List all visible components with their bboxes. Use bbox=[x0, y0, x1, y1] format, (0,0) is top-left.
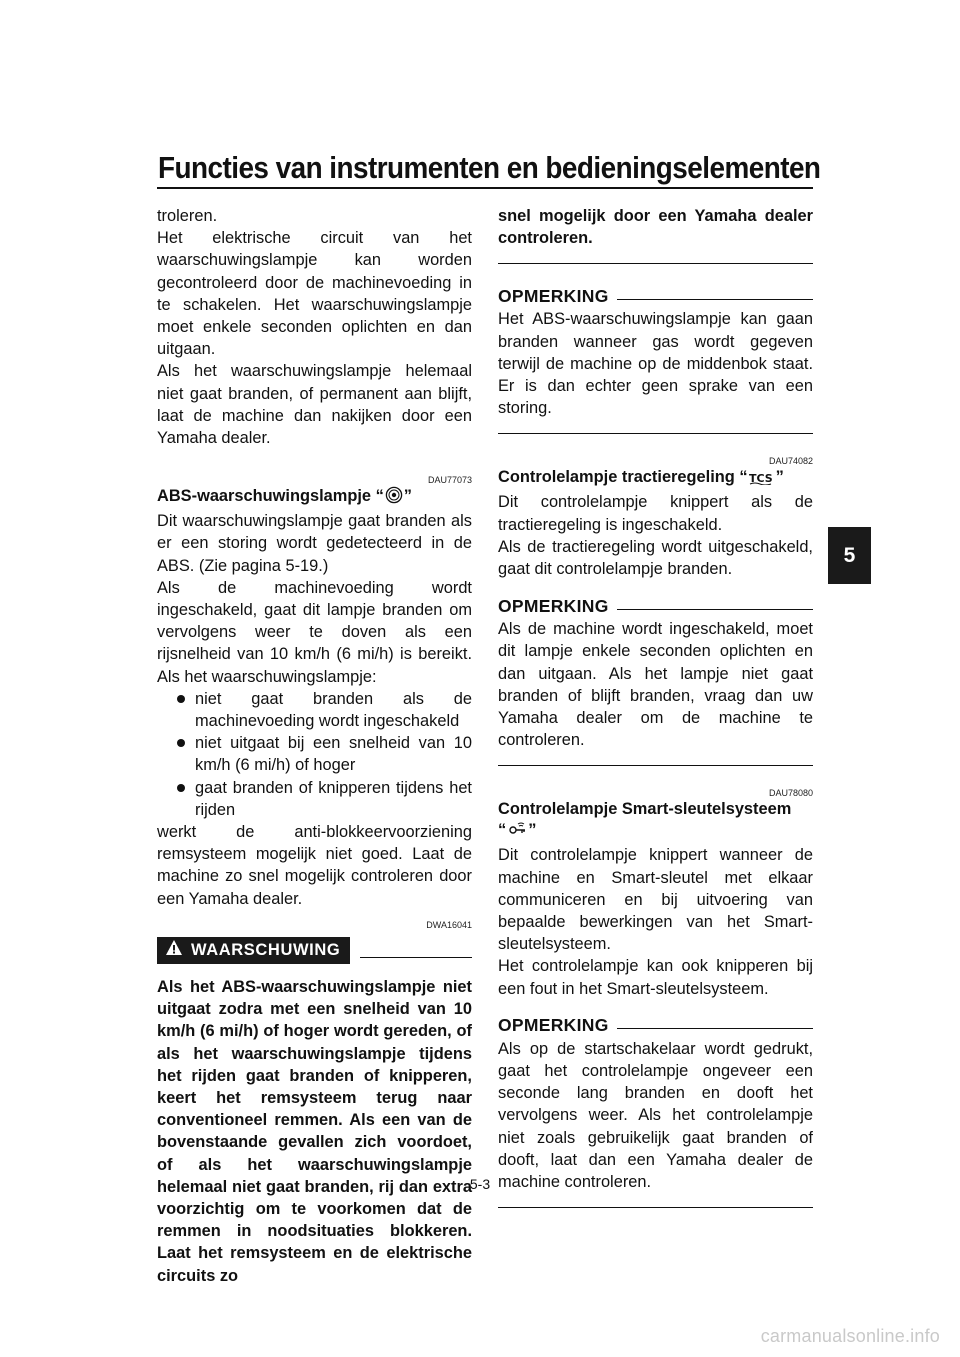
smart-text-2: Het controlelampje kan ook knipperen bij een fout in het Smart-sleutelsysteem. bbox=[498, 957, 813, 998]
intro-paragraph-2: Het elektrische circuit van het waarschuwingslampje kan worden gecontroleerd door de machinevoeding in te schakelen. Het waarschuwingslampje moet enkele seconden oplichten en dan uitgaan. bbox=[157, 229, 472, 359]
abs-heading: ABS-waarschuwingslampje “ ” bbox=[157, 486, 472, 510]
left-column bbox=[157, 205, 472, 1287]
chapter-tab[interactable]: 5 bbox=[828, 527, 871, 584]
abs-icon bbox=[385, 486, 403, 510]
warning-header bbox=[157, 937, 472, 964]
note-header-3 bbox=[498, 1014, 813, 1038]
warning-triangle-icon bbox=[165, 939, 191, 961]
smart-text-1: Dit controlelampje knippert wanneer de machine en Smart-sleutel met elkaar communiceren en bij uitvoering van bepaalde bewerkingen van het Smart-sleutelsysteem. bbox=[498, 846, 813, 954]
intro-paragraph-1: troleren. bbox=[157, 207, 218, 225]
note-text-3: Als op de startschakelaar wordt gedrukt, gaat het controlelampje ongeveer een seconde lang branden en dooft het vervolgens weer. Als het controlelampje niet zoals gebruikelijk gaat branden of dooft, laat dan een Yamaha dealer de machine controleren. bbox=[498, 1039, 813, 1192]
abs-bullet-list bbox=[157, 688, 472, 821]
list-item: niet gaat branden als de machinevoeding wordt ingeschakeld bbox=[177, 688, 472, 732]
warning-text-continued: snel mogelijk door een Yamaha dealer controleren. bbox=[498, 207, 813, 248]
abs-text-3: werkt de anti-blokkeervoorziening remsysteem mogelijk niet goed. Laat de machine zo snel mogelijk controleren door een Yamaha dealer. bbox=[157, 823, 472, 908]
list-item: niet uitgaat bij een snelheid van 10 km/h (6 mi/h) of hoger bbox=[177, 732, 472, 776]
note-text-2: Als de machine wordt ingeschakeld, moet dit lampje enkele seconden oplichten en dan uitgaan. Als het lampje niet gaat branden of blijft branden, vraag dan uw Yamaha dealer om de machine te controleren. bbox=[498, 620, 813, 750]
note-text-1: Het ABS-waarschuwingslampje kan gaan branden wanneer gas wordt gegeven terwijl de machine op de middenbok staat. Er is dan echter geen sprake van een storing. bbox=[498, 310, 813, 418]
tcs-icon bbox=[749, 469, 775, 491]
note-end-rule bbox=[498, 1207, 813, 1208]
smart-section-code: DAU78080 bbox=[768, 788, 813, 799]
note-end-rule bbox=[498, 433, 813, 434]
warning-text: Als het ABS-waarschuwingslampje niet uitgaat zodra met een snelheid van 10 km/h (6 mi/h) of hoger wordt gereden, of als het waarschuwingslampje tijdens het rijden gaat branden of knipperen, keert het remsysteem terug naar conventioneel remmen. Als een van de bovenstaande gevallen zich voordoet, of als het waarschuwingslampje helemaal niet gaat branden, rij dan extra voorzichtig om te voorkomen dat de remmen in noodsituaties blokkeren. Laat het remsysteem en de elektrische circuits zo bbox=[157, 977, 472, 1285]
warning-end-rule bbox=[498, 263, 813, 264]
note-end-rule bbox=[498, 765, 813, 766]
abs-text-1: Dit waarschuwingslampje gaat branden als er een storing wordt gedetecteerd in de ABS. (Zie pagina 5-19.) bbox=[157, 512, 472, 575]
note-header-2 bbox=[498, 594, 813, 618]
note-label: OPMERKING bbox=[498, 595, 609, 616]
tcs-section-code: DAU74082 bbox=[768, 456, 813, 467]
tcs-heading: Controlelampje tractieregeling “ TCS ” bbox=[498, 467, 813, 491]
abs-section-code: DAU77073 bbox=[427, 475, 472, 486]
smart-heading-icon-line: “ ” bbox=[498, 820, 813, 844]
warning-rule bbox=[360, 957, 472, 958]
smart-heading: Controlelampje Smart-sleutelsysteem bbox=[498, 800, 792, 819]
watermark[interactable]: carmanualsonline.info bbox=[760, 1326, 940, 1346]
right-column bbox=[498, 205, 813, 1208]
note-label: OPMERKING bbox=[498, 1015, 609, 1036]
note-label: OPMERKING bbox=[498, 285, 609, 306]
svg-text:TCS: TCS bbox=[748, 472, 773, 486]
intro-paragraph-3: Als het waarschuwingslampje helemaal niet gaat branden, of permanent aan blijft, laat de machine dan nakijken door een Yamaha dealer. bbox=[157, 362, 472, 448]
warning-label: WAARSCHUWING bbox=[191, 940, 341, 959]
abs-text-2: Als de machinevoeding wordt ingeschakeld, gaat dit lampje branden om vervolgens weer te doven als een rijsnelheid van 10 km/h (6 mi/h) is bereikt. Als het waarschuwingslampje: bbox=[157, 578, 472, 686]
smart-key-icon bbox=[507, 822, 527, 844]
page-number: 5-3 bbox=[469, 1176, 491, 1192]
tcs-text-1: Dit controlelampje knippert als de tractieregeling is ingeschakeld. bbox=[498, 493, 813, 534]
page-title: Functies van instrumenten en bedieningselementen bbox=[158, 150, 821, 185]
tcs-text-2: Als de tractieregeling wordt uitgeschakeld, gaat dit controlelampje branden. bbox=[498, 537, 813, 579]
list-item: gaat branden of knipperen tijdens het rijden bbox=[177, 777, 472, 821]
warning-code: DWA16041 bbox=[426, 919, 472, 930]
warning-badge bbox=[157, 937, 350, 964]
note-header-1 bbox=[498, 284, 813, 308]
title-rule bbox=[157, 187, 813, 189]
